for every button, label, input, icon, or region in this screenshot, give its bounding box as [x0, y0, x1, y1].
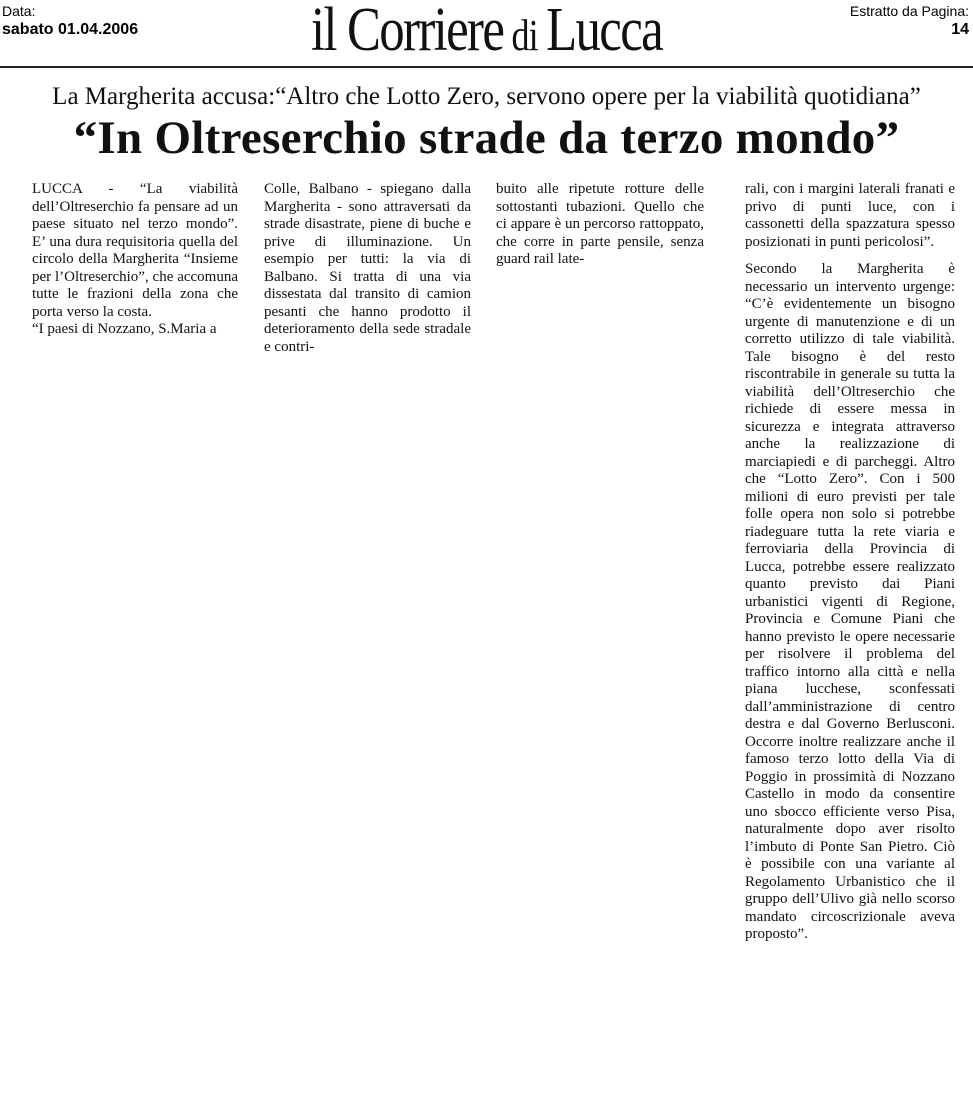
- page-label: Estratto da Pagina:: [849, 3, 969, 19]
- column-1-paragraph-2: “I paesi di Nozzano, S.Maria a: [32, 321, 217, 337]
- page-number: 14: [951, 21, 969, 38]
- masthead-part2: di: [503, 11, 547, 60]
- newspaper-masthead: [88, 0, 886, 70]
- header-divider: [0, 66, 973, 68]
- column-4-paragraph-1: rali, con i margini laterali franati e privo di punti luce, con i cassonetti della spazzatura spesso posizionati in punti pericolosi”.: [745, 181, 955, 250]
- article-column-1: [32, 181, 238, 339]
- column-1-paragraph-1: LUCCA - “La viabilità dell’Oltreserchio fa pensare ad un paese situato nel terzo mondo”. E’ una dura requisitoria quella del circolo della Margherita “Insieme per l’Oltreserchio”, che accomuna tutte le frazioni della zona che porta verso la costa.: [32, 181, 238, 320]
- article-column-3: [496, 181, 704, 269]
- column-4-paragraph-2: Secondo la Margherita è necessario un intervento urgenge: “C’è evidentemente un bisogno urgente di manutenzione e di un corretto utilizzo di tale viabilità. Tale bisogno è del resto riscontrabile in generale su tutta la viabilità dell’Oltreserchio che richiede di essere messa in sicurezza e integrata attraverso anche la realizzazione di marciapiedi e di parcheggi. Altro che “Lotto Zero”. Con i 500 milioni di euro previsti per tale folle opera non solo si potrebbe riadeguare tutta la rete viaria e ferroviaria della Provincia di Lucca, potrebbe essere realizzato quanto previsto dai Piani urbanistici vigenti di Regione, Provincia e Comune Piani che hanno previsto le opere necessarie per risolvere il problema del traffico intorno alla città e nella piana lucchese, sconfessati dall’amministrazione di centro destra e dal Governo Berlusconi. Occorre inoltre realizzare anche il famoso terzo lotto della Via di Poggio in prossimità di Nozzano Castello in modo da consentire uno sbocco efficiente verso Pisa, naturalmente dopo aver risolto l’imbuto di Ponte San Pietro. Ciò è possibile con una variante al Regolamento Urbanistico che il gruppo dell’Ulivo già nello scorso mandato circoscrizionale aveva proposto”.: [745, 261, 955, 942]
- date-value: sabato 01.04.2006: [2, 21, 139, 38]
- article-column-4: [745, 181, 955, 944]
- article-column-2: [264, 181, 471, 356]
- masthead-part3: Lucca: [546, 0, 663, 64]
- column-3-paragraph-1: buito alle ripetute rotture delle sottostanti tubazioni. Quello che ci appare è un percorso rattoppato, che corre in parte pensile, senza guard rail late-: [496, 181, 704, 267]
- article-headline: “In Oltreserchio strade da terzo mondo”: [73, 112, 900, 164]
- date-label: Data:: [2, 3, 36, 19]
- masthead-part1: il Corriere: [310, 0, 504, 64]
- clipping-page-block: [850, 2, 969, 40]
- column-2-paragraph-1: Colle, Balbano - spiegano dalla Margherita - sono attraversati da strade disastrate, piene di buche e prive di illuminazione. Un esempio per tutti: la via di Balbano. Si tratta di una via dissestata dal transito di camion pesanti che hanno prodotto il deterioramento della sede stradale e contri-: [264, 181, 471, 355]
- article-kicker: La Margherita accusa:“Altro che Lotto Zero, servono opere per la viabilità quotidiana”: [52, 83, 921, 110]
